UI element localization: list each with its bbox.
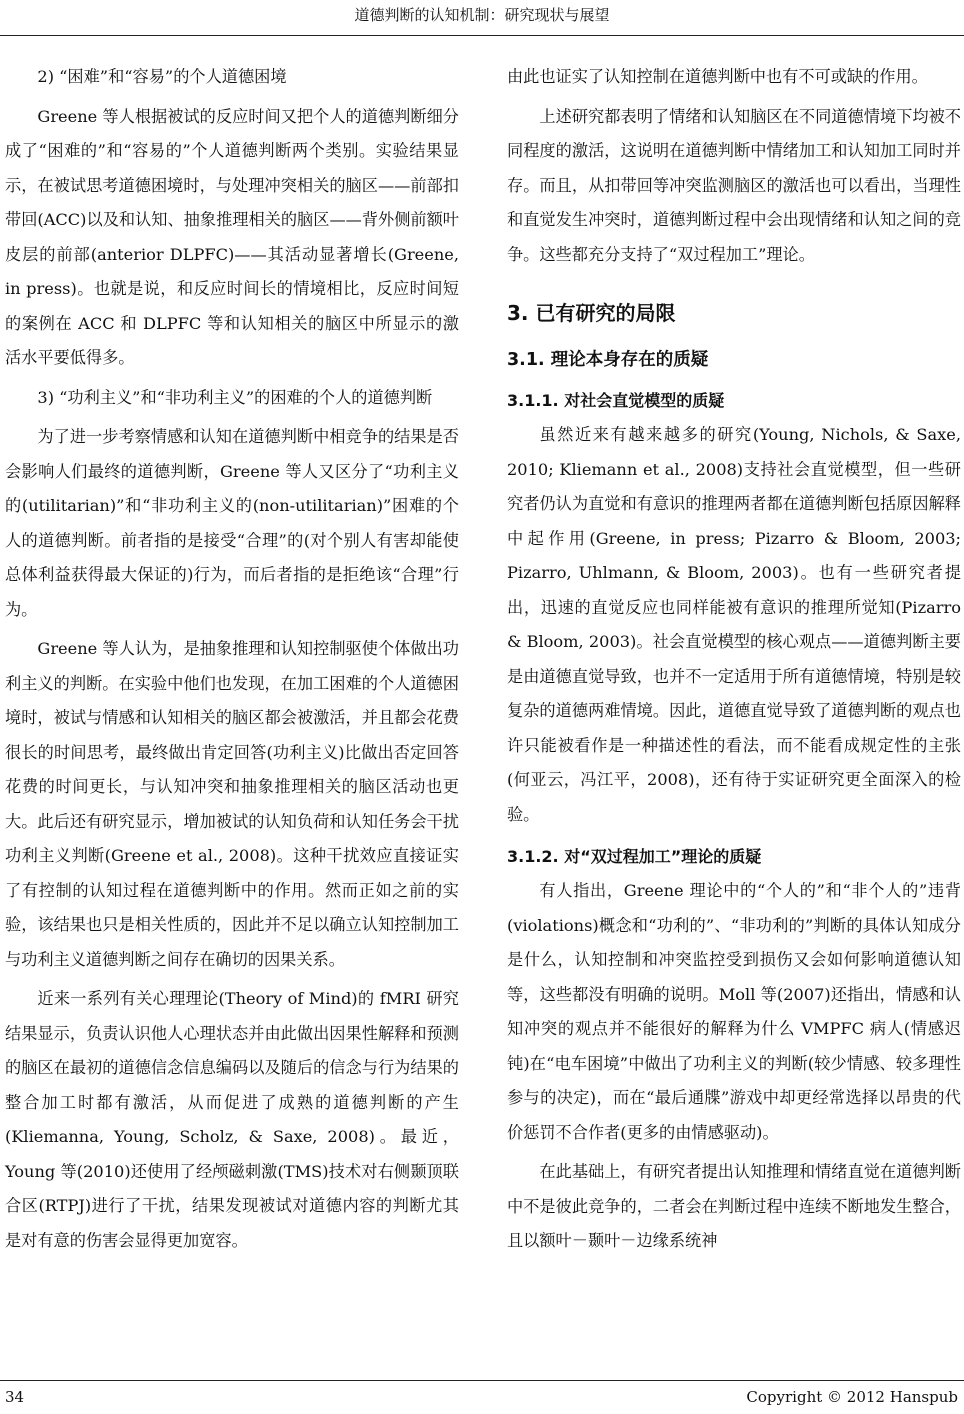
- section-heading: 3. 已有研究的局限: [507, 301, 676, 325]
- paragraph: 虽然近来有越来越多的研究(Young, Nichols, & Saxe, 2010; Kliemann et al., 2008)支持社会直觉模型，但一些研究者仍认为直觉和有意识的推理两者都在道德判断包括原因解释中起作用(Greene, in press; Pizarro & Bloom, 2003; Pizarro, Uhlmann, & Bloom, 2003)。也有一些研究者提出，迅速的直觉反应也同样能被有意识的推理所觉知(Pizarro & Bloom, 2003)。社会直觉模型的核心观点——道德判断主要是由道德直觉导致，也并不一定适用于所有道德情境，特别是较复杂的道德两难情境。因此，道德直觉导致了道德判断的观点也许只能被看作是一种描述性的看法，而不能看成规定性的主张(何亚云，冯江平，2008)，还有待于实证研究更全面深入的检验。: [507, 425, 961, 824]
- subsubsection-heading: 3.1.1. 对社会直觉模型的质疑: [507, 391, 725, 410]
- paragraph: 上述研究都表明了情绪和认知脑区在不同道德情境下均被不同程度的激活，这说明在道德判断中情绪加工和认知加工同时并存。而且，从扣带回等冲突监测脑区的激活也可以看出，当理性和直觉发生冲突时，道德判断过程中会出现情绪和认知之间的竞争。这些都充分支持了“双过程加工”理论。: [507, 106, 961, 264]
- paragraph: Greene 等人认为，是抽象推理和认知控制驱使个体做出功利主义的判断。在实验中他们也发现，在加工困难的个人道德困境时，被试与情感和认知相关的脑区都会被激活，并且都会花费很长的时间思考，最终做出肯定回答(功利主义)比做出否定回答花费的时间更长，与认知冲突和抽象推理相关的脑区活动也更大。此后还有研究显示，增加被试的认知负荷和认知任务会干扰功利主义判断(Greene et al., 2008)。这种干扰效应直接证实了有控制的认知过程在道德判断中的作用。然而正如之前的实验，该结果也只是相关性质的，因此并不足以确立认知控制加工与功利主义道德判断之间存在确切的因果关系。: [5, 639, 459, 969]
- left-column: [5, 60, 459, 1263]
- paragraph: 由此也证实了认知控制在道德判断中也有不可或缺的作用。: [507, 67, 928, 86]
- running-header: [0, 0, 964, 36]
- footer-rule: [0, 1380, 964, 1381]
- paragraph: 有人指出，Greene 理论中的“个人的”和“非个人的”违背(violations)概念和“功利的”、“非功利的”判断的具体认知成分是什么，认知控制和冲突监控受到损伤又会如何影响道德认知等，这些都没有明确的说明。Moll 等(2007)还指出，情感和认知冲突的观点并不能很好的解释为什么 VMPFC 病人(情感迟钝)在“电车困境”中做出了功利主义的判断(较少情感、较多理性参与的决定)，而在“最后通牒”游戏中却更经常选择以昂贵的代价惩罚不合作者(更多的由情感驱动)。: [507, 881, 961, 1142]
- page-number: 34: [5, 1388, 25, 1406]
- subsection-heading: 3.1. 理论本身存在的质疑: [507, 350, 709, 370]
- paragraph: Greene 等人根据被试的反应时间又把个人的道德判断细分成了“困难的”和“容易的”个人道德判断两个类别。实验结果显示，在被试思考道德困境时，与处理冲突相关的脑区——前部扣带回(ACC)以及和认知、抽象推理相关的脑区——背外侧前额叶皮层的前部(anterior DLPFC)——其活动显著增长(Greene, in press)。也就是说，和反应时间长的情境相比，反应时间短的案例在 ACC 和 DLPFC 等和认知相关的脑区中所显示的激活水平要低得多。: [5, 106, 459, 367]
- right-column: [507, 60, 961, 1264]
- paragraph: 为了进一步考察情感和认知在道德判断中相竞争的结果是否会影响人们最终的道德判断，Greene 等人又区分了“功利主义的(utilitarian)”和“非功利主义的(non-utilitarian)”困难的个人的道德判断。前者指的是接受“合理”的(对个别人有害却能使总体利益获得最大保证的)行为，而后者指的是拒绝该“合理”行为。: [5, 427, 459, 619]
- running-title: 道德判断的认知机制：研究现状与展望: [354, 6, 610, 24]
- paragraph: 2) “困难”和“容易”的个人道德困境: [37, 67, 287, 86]
- paragraph: 3) “功利主义”和“非功利主义”的困难的个人的道德判断: [37, 387, 433, 407]
- subsubsection-heading: 3.1.2. 对“双过程加工”理论的质疑: [507, 847, 762, 866]
- paragraph: 近来一系列有关心理理论(Theory of Mind)的 fMRI 研究结果显示，负责认识他人心理状态并由此做出因果性解释和预测的脑区在最初的道德信念信息编码以及随后的信念与行为结果的整合加工时都有激活，从而促进了成熟的道德判断的产生(Kliemanna, Young, Scholz, & Saxe, 2008)。最近，Young 等(2010)还使用了经颅磁刺激(TMS)技术对右侧颞顶联合区(RTPJ)进行了干扰，结果发现被试对道德内容的判断尤其是对有意的伤害会显得更加宽容。: [5, 989, 459, 1250]
- paragraph: 在此基础上，有研究者提出认知推理和情绪直觉在道德判断中不是彼此竞争的，二者会在判断过程中连续不断地发生整合，且以额叶－颞叶－边缘系统神: [507, 1162, 961, 1250]
- copyright-notice: Copyright © 2012 Hanspub: [746, 1388, 958, 1406]
